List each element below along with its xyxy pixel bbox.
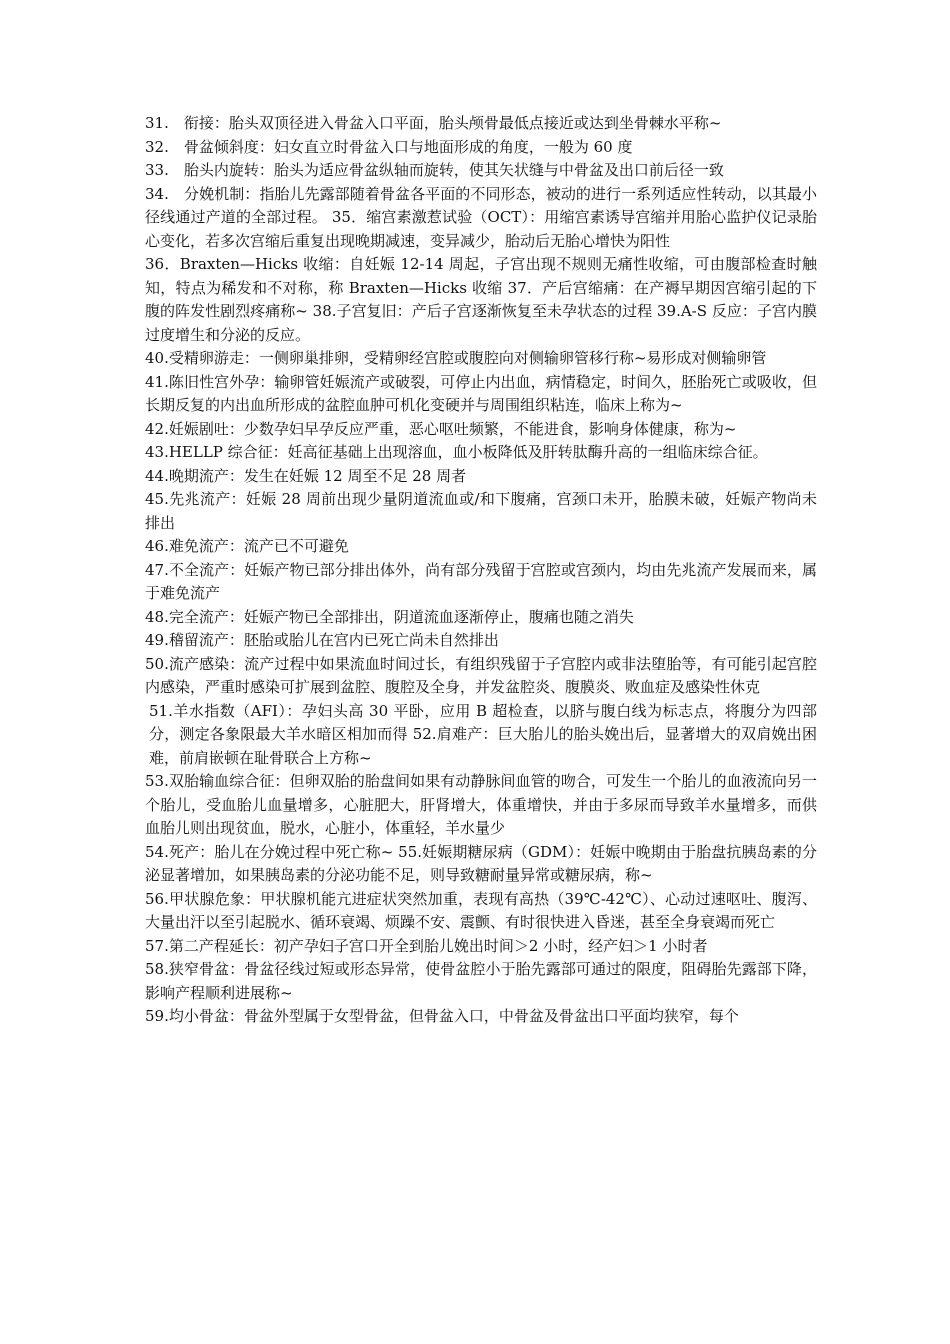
entry-34-35: 34. 分娩机制：指胎儿先露部随着骨盆各平面的不同形态，被动的进行一系列适应性转动，以其最小径线通过产道的全部过程。 35．缩宫素激惹试验（OCT）：用缩宫素诱导宫缩并用胎心监护仪记录胎心变化，若多次宫缩后重复出现晚期减速，变异减少，胎动后无胎心增快为阳性 xyxy=(145,184,817,250)
document-body xyxy=(145,112,817,1029)
entry-59: 59.均小骨盆：骨盆外型属于女型骨盆，但骨盆入口，中骨盆及骨盆出口平面均狭窄，每个 xyxy=(145,1007,739,1025)
entry-49: 49.稽留流产：胚胎或胎儿在宫内已死亡尚未自然排出 xyxy=(145,631,499,649)
entry-33: 33. 胎头内旋转：胎头为适应骨盆纵轴而旋转，使其矢状缝与中骨盆及出口前后径一致 xyxy=(145,161,724,179)
entry-56: 56.甲状腺危象：甲状腺机能亢进症状突然加重，表现有高热（39℃-42℃）、心动过速呕吐、腹泻、大量出汗以至引起脱水、循环衰竭、烦躁不安、震颤、有时很快进入昏迷，甚至全身衰竭而死亡 xyxy=(145,889,817,931)
entry-51-52: 51.羊水指数（AFI）：孕妇头高 30 平卧，应用 B 超检查，以脐与腹白线为标志点，将腹分为四部分，测定各象限最大羊水暗区相加而得 52.肩难产：巨大胎儿的胎头娩出后，显著增大的双肩娩出困难，前肩嵌顿在耻骨联合上方称~ xyxy=(149,701,817,767)
entry-36-39: 36．Braxten—Hicks 收缩：自妊娠 12-14 周起，子宫出现不规则无痛性收缩，可由腹部检查时触知，特点为稀发和不对称，称 Braxten—Hicks 收缩 37．产后宫缩痛：在产褥早期因宫缩引起的下腹的阵发性剧烈疼痛称~ 38.子宫复旧：产后子宫逐渐恢复至未孕状态的过程 39.A-S 反应：子宫内膜过度增生和分泌的反应。 xyxy=(145,255,817,344)
entry-42: 42.妊娠剧吐：少数孕妇早孕反应严重，恶心呕吐频繁，不能进食，影响身体健康，称为~ xyxy=(145,419,737,438)
entry-50: 50.流产感染：流产过程中如果流血时间过长，有组织残留于子宫腔内或非法堕胎等，有可能引起宫腔内感染，严重时感染可扩展到盆腔、腹腔及全身，并发盆腔炎、腹膜炎、败血症及感染性休克 xyxy=(145,654,817,696)
entry-43: 43.HELLP 综合征：妊高征基础上出现溶血，血小板降低及肝转肽酶升高的一组临床综合征。 xyxy=(145,443,768,461)
entry-46: 46.难免流产：流产已不可避免 xyxy=(145,537,349,555)
entry-40: 40.受精卵游走：一侧卵巢排卵，受精卵经宫腔或腹腔向对侧输卵管移行称~易形成对侧输卵管 xyxy=(145,349,767,367)
entry-53: 53.双胎输血综合征：但卵双胎的胎盘间如果有动静脉间血管的吻合，可发生一个胎儿的血液流向另一个胎儿，受血胎儿血量增多，心脏肥大，肝肾增大，体重增快，并由于多尿而导致羊水量增多，而供血胎儿则出现贫血，脱水，心脏小，体重轻，羊水量少 xyxy=(145,772,817,837)
entry-54-55: 54.死产：胎儿在分娩过程中死亡称~ 55.妊娠期糖尿病（GDM）：妊娠中晚期由于胎盘抗胰岛素的分泌显著增加，如果胰岛素的分泌功能不足，则导致糖耐量异常或糖尿病，称~ xyxy=(145,842,817,884)
entry-57: 57.第二产程延长：初产孕妇子宫口开全到胎儿娩出时间＞2 小时，经产妇＞1 小时者 xyxy=(145,936,708,955)
entry-47: 47.不全流产：妊娠产物已部分排出体外，尚有部分残留于宫腔或宫颈内，均由先兆流产发展而来，属于难免流产 xyxy=(145,560,817,602)
entry-58: 58.狭窄骨盆：骨盆径线过短或形态异常，使骨盆腔小于胎先露部可通过的限度，阻碍胎先露部下降，影响产程顺利进展称~ xyxy=(145,960,817,1002)
entry-41: 41.陈旧性宫外孕：输卵管妊娠流产或破裂，可停止内出血，病情稳定，时间久，胚胎死亡或吸收，但长期反复的内出血所形成的盆腔血肿可机化变硬并与周围组织粘连，临床上称为~ xyxy=(145,372,817,414)
entry-32: 32. 骨盆倾斜度：妇女直立时骨盆入口与地面形成的角度，一般为 60 度 xyxy=(145,137,633,156)
entry-44: 44.晚期流产：发生在妊娠 12 周至不足 28 周者 xyxy=(145,466,467,485)
entry-45: 45.先兆流产：妊娠 28 周前出现少量阴道流血或/和下腹痛，宫颈口未开，胎膜未破，妊娠产物尚未排出 xyxy=(145,490,817,532)
entry-48: 48.完全流产：妊娠产物已全部排出，阴道流血逐渐停止，腹痛也随之消失 xyxy=(145,607,634,626)
entry-31: 31. 衔接：胎头双顶径进入骨盆入口平面，胎头颅骨最低点接近或达到坐骨棘水平称~ xyxy=(145,114,722,132)
